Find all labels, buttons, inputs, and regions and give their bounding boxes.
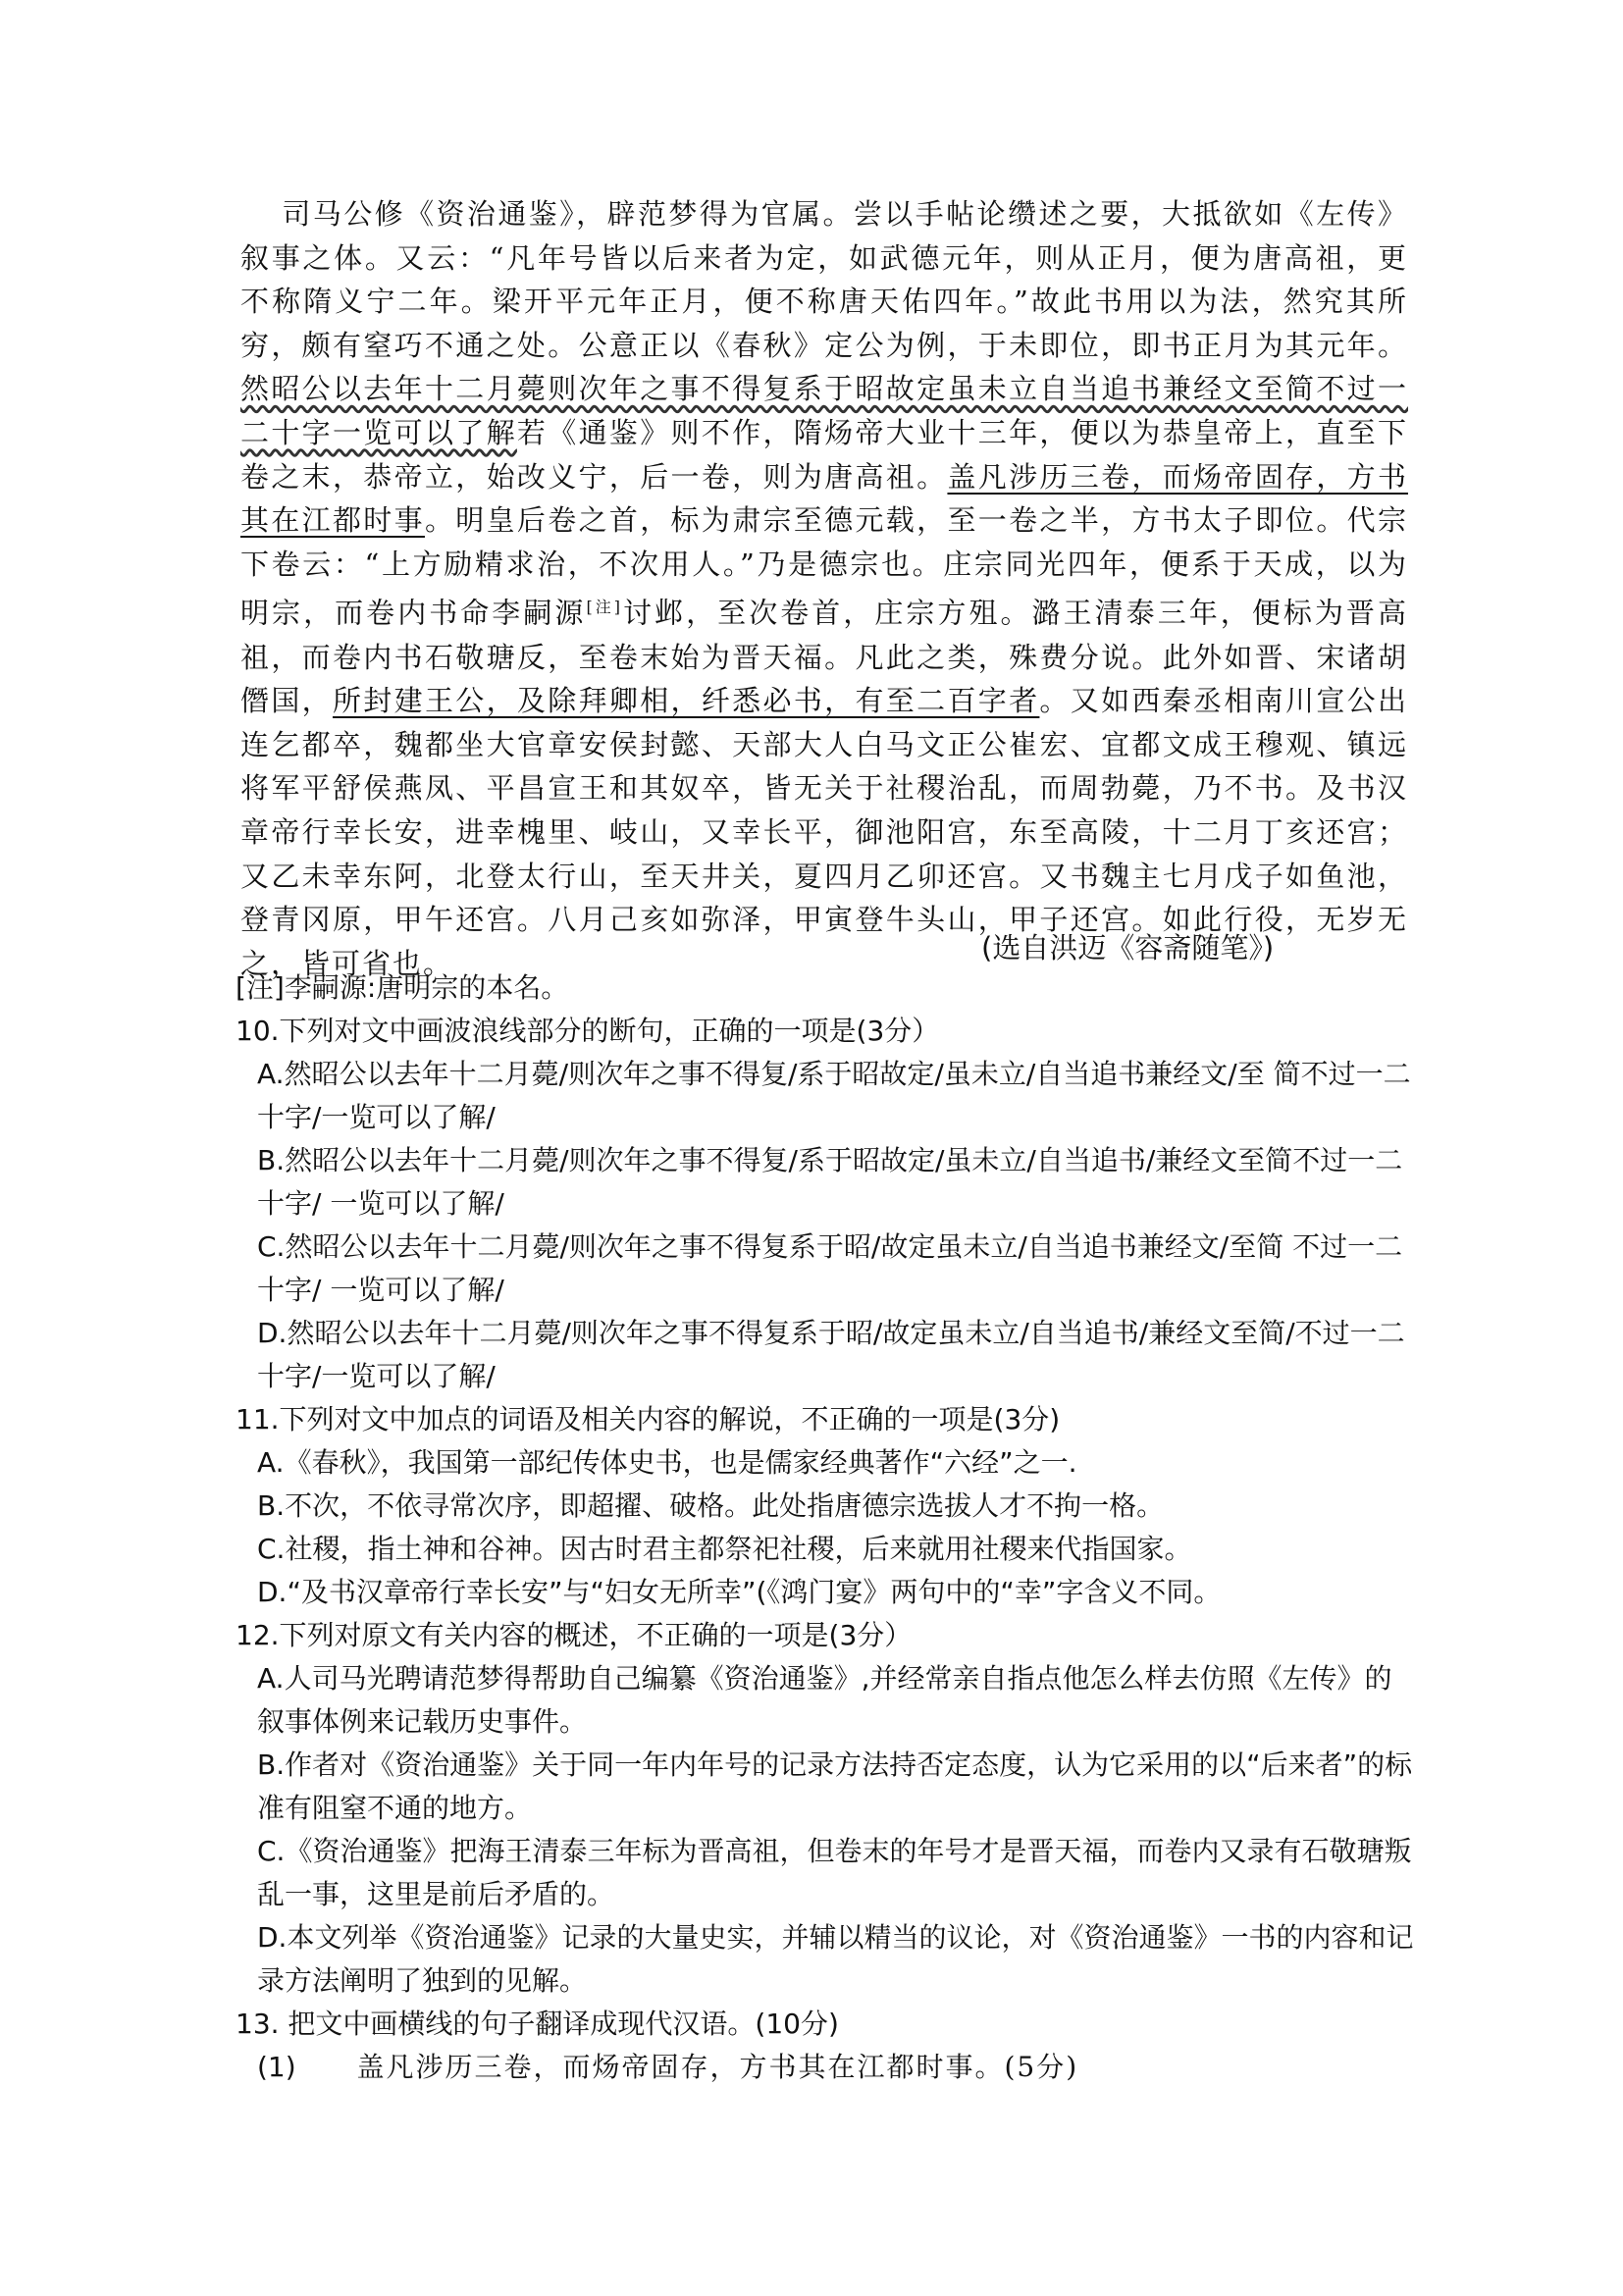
question-11-option-a: A.《春秋》，我国第一部纪传体史书，也是儒家经典著作“六经”之一. (257, 1446, 1077, 1479)
passage-seg1: 司马公修《资治通鉴》，辟范梦得为官属。尝以手帖论缵述之要，大抵欲如《左传》叙事之体。又云：“凡年号皆以后来者为定，如武德元年，则从正月，便为唐高祖，更不称隋义宁二年。梁开平元年正月，便不称唐天佑四年。”故此书用以为法，然究其所穷，颇有窒巧不通之处。公意正以《春秋》定公为例，于未即位，即书正月为其元年。 (240, 197, 1408, 362)
question-10 (236, 1010, 1413, 1398)
passage-underlined-sentence-1: 盖凡涉历三卷，而炀帝固存，方书其在江都时事 (240, 459, 1408, 538)
question-13-item-1-text: 盖凡涉历三卷，而炀帝固存，方书其在江都时事。(5分) (356, 2051, 1079, 2083)
passage-seg3: 。明皇后卷之首，标为肃宗至德元载，至一卷之半，方书太子即位。代宗下卷云：“上方励精求治，不次用人。”乃是德宗也。庄宗同光四年，便系于天成，以为明宗，而卷内书命李嗣源 (240, 503, 1408, 630)
question-11-option-d: D.“及书汉章帝行幸长安”与“妇女无所幸”(《鸿门宴》两句中的“幸”字含义不同。 (257, 1576, 1222, 1608)
question-13-stem: 13. 把文中画横线的句子翻译成现代汉语。(10分) (236, 2008, 839, 2040)
question-11-stem: 11.下列对文中加点的词语及相关内容的解说，不正确的一项是(3分) (236, 1403, 1061, 1435)
question-12-option-c: C.《资治通鉴》把海王清泰三年标为晋高祖，但卷末的年号才是晋天福，而卷内又录有石敬瑭叛乱一事，这里是前后矛盾的。 (257, 1835, 1412, 1910)
note-section (236, 966, 1413, 1010)
question-10-stem: 10.下列对文中画波浪线部分的断句，正确的一项是(3分） (236, 1015, 940, 1047)
question-11 (236, 1398, 1413, 1614)
question-13 (236, 2003, 1413, 2089)
question-10-option-a: A.然昭公以去年十二月薨/则次年之事不得复/系于昭故定/虽未立/自当追书兼经文/至 简不过一二十字/一览可以了解/ (257, 1058, 1411, 1133)
question-13-item-1-number: (1) (257, 2051, 296, 2083)
passage (240, 192, 1408, 985)
question-11-option-b: B.不次，不依寻常次序，即超擢、破格。此处指唐德宗选拔人才不拘一格。 (257, 1489, 1165, 1522)
footnote: [注]李嗣源:唐明宗的本名。 (236, 971, 569, 1004)
question-12-option-d: D.本文列举《资治通鉴》记录的大量史实，并辅以精当的议论，对《资治通鉴》一书的内容和记录方法阐明了独到的见解。 (257, 1921, 1414, 1997)
question-12-option-a: A.人司马光聘请范梦得帮助自己编纂《资治通鉴》,并经常亲自指点他怎么样去仿照《左传》的叙事体例来记载历史事件。 (257, 1662, 1392, 1738)
passage-underlined-sentence-2: 所封建王公，及除拜卿相，纤悉必书，有至二百字者 (332, 684, 1040, 718)
question-10-option-d: D.然昭公以去年十二月薨/则次年之事不得复系于昭/故定虽未立/自当追书/兼经文至简/不过一二十字/一览可以了解/ (257, 1317, 1405, 1392)
question-10-option-b: B.然昭公以去年十二月薨/则次年之事不得复/系于昭故定/虽未立/自当追书/兼经文至简不过一二十字/ 一览可以了解/ (257, 1144, 1403, 1220)
question-10-option-c: C.然昭公以去年十二月薨/则次年之事不得复系于昭/故定虽未立/自当追书兼经文/至简 不过一二十字/ 一览可以了解/ (257, 1230, 1403, 1306)
passage-seg4: 讨邺，至次卷首，庄宗方殂。潞王清泰三年，便标为晋高祖，而卷内书石敬瑭反，至卷末始为晋天福。凡此之类，殊费分说。此外如晋、宋诸胡僭国， (240, 597, 1408, 718)
note-marker: [注] (586, 598, 622, 617)
question-12 (236, 1614, 1413, 2003)
question-11-option-c: C.社稷，指土神和谷神。因古时君主都祭祀社稷，后来就用社稷来代指国家。 (257, 1533, 1192, 1565)
passage-seg2: 若《通鉴》则不作，隋炀帝大业十三年，便以为恭皇帝上，直至下卷之末，恭帝立，始改义宁，后一卷，则为唐高祖。 (240, 415, 1408, 494)
passage-wavy-underlined: 然昭公以去年十二月薨则次年之事不得复系于昭故定虽未立自当追书兼经文至简不过一二十字一览可以了解 (240, 372, 1408, 449)
question-12-stem: 12.下列对原文有关内容的概述，不正确的一项是(3分） (236, 1619, 913, 1651)
question-13-item-1 (236, 2046, 1413, 2089)
passage-seg5: 。又如西秦丞相南川宣公出连乞都卒，魏都坐大官章安侯封懿、天部大人白马文正公崔宏、宜都文成王穆观、镇远将军平舒侯燕凤、平昌宣王和其奴卒，皆无关于社稷治乱，而周勃薨，乃不书。及书汉章帝行幸长安，进幸槐里、岐山，又幸长平，御池阳宫，东至高陵，十二月丁亥还宫；又乙未幸东阿，北登太行山，至天井关，夏四月乙卯还宫。又书魏主七月戊子如鱼池，登青冈原，甲午还宫。八月己亥如弥泽，甲寅登牛头山，甲子还宫。如此行役，无岁无之，皆可省也。 (240, 684, 1408, 980)
question-12-option-b: B.作者对《资治通鉴》关于同一年内年号的记录方法持否定态度，认为它采用的以“后来者”的标准有阻窒不通的地方。 (257, 1748, 1413, 1824)
source-citation: (选自洪迈《容斋随笔》) (981, 931, 1275, 965)
